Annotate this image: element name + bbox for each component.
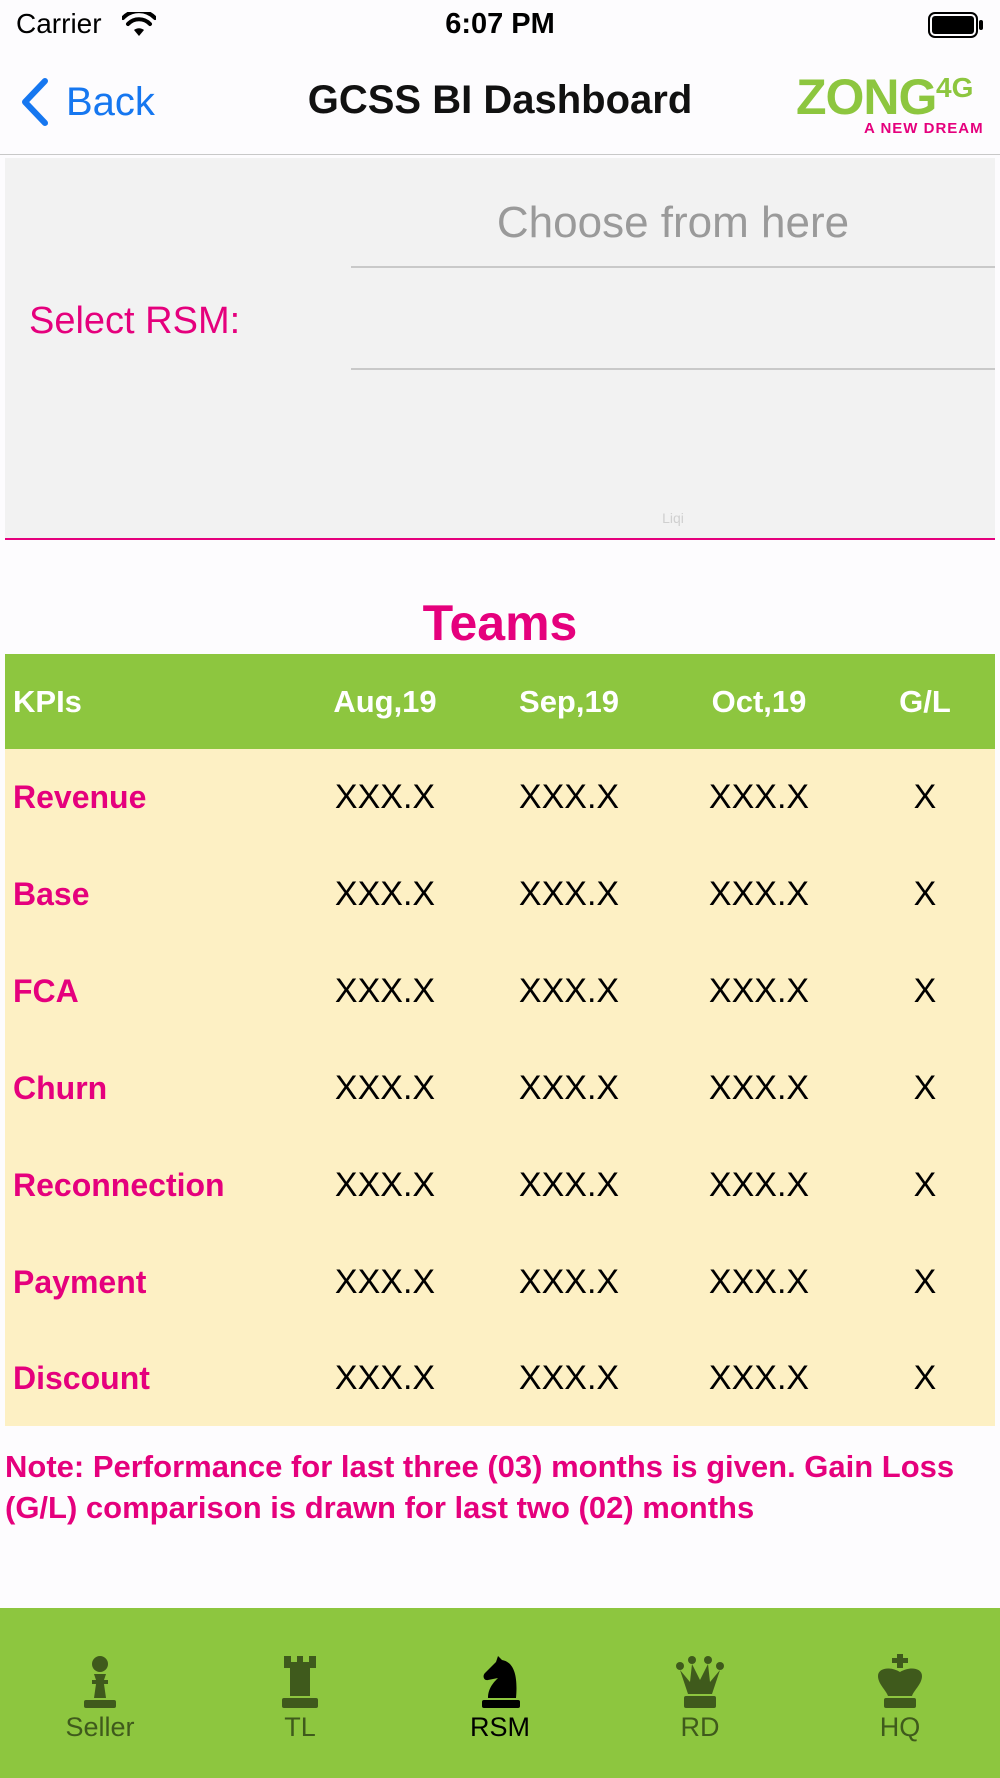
kpi-value-oct: XXX.X	[663, 1040, 855, 1137]
kpi-value-aug: XXX.X	[295, 1331, 475, 1426]
back-label: Back	[66, 79, 155, 124]
table-row	[5, 1331, 995, 1426]
kpi-value-oct: XXX.X	[663, 1137, 855, 1234]
table-header-row	[5, 654, 995, 749]
kpi-value-aug: XXX.X	[295, 1040, 475, 1137]
kpi-value-aug: XXX.X	[295, 846, 475, 943]
tab-hq[interactable]	[800, 1608, 1000, 1778]
chess-queen-icon	[674, 1654, 726, 1710]
kpi-value-sep: XXX.X	[475, 1137, 663, 1234]
kpi-value-sep: XXX.X	[475, 1331, 663, 1426]
header-kpis: KPIs	[5, 654, 295, 749]
zong-logo	[796, 68, 984, 142]
kpi-value-gl: X	[855, 1137, 995, 1234]
table-row	[5, 943, 995, 1040]
picker-selected-option[interactable]: Choose from here	[496, 198, 850, 247]
kpi-value-gl: X	[855, 846, 995, 943]
chess-rook-icon	[274, 1654, 326, 1710]
status-bar	[0, 0, 1000, 50]
kpi-value-aug: XXX.X	[295, 943, 475, 1040]
tab-rsm[interactable]	[400, 1608, 600, 1778]
kpi-name: Payment	[5, 1234, 295, 1331]
kpi-value-oct: XXX.X	[663, 943, 855, 1040]
table-row	[5, 1137, 995, 1234]
page-title: GCSS BI Dashboard	[307, 78, 693, 122]
carrier-label: Carrier	[16, 8, 102, 39]
tab-label: HQ	[879, 1712, 921, 1742]
kpi-value-gl: X	[855, 749, 995, 846]
kpi-name: Discount	[5, 1331, 295, 1426]
picker-faded-option[interactable]: Liqi	[662, 510, 684, 526]
kpi-name: Revenue	[5, 749, 295, 846]
select-rsm-label: Select RSM:	[29, 300, 241, 342]
navigation-bar	[0, 58, 1000, 155]
rsm-picker[interactable]	[351, 158, 995, 536]
section-heading: Teams	[422, 595, 578, 651]
chess-knight-icon	[474, 1654, 526, 1710]
status-time: 6:07 PM	[445, 8, 555, 40]
header-aug: Aug,19	[295, 654, 475, 749]
performance-note: Note: Performance for last three (03) months is given. Gain Loss (G/L) comparison is drawn for last two (02) months	[5, 1449, 955, 1525]
logo-wordmark: ZONG	[796, 69, 937, 125]
header-oct: Oct,19	[663, 654, 855, 749]
kpi-name: Reconnection	[5, 1137, 295, 1234]
kpi-name: FCA	[5, 943, 295, 1040]
logo-tagline: A NEW DREAM	[864, 120, 984, 137]
back-button[interactable]	[20, 72, 155, 132]
tab-label: RSM	[470, 1712, 530, 1742]
kpi-value-aug: XXX.X	[295, 749, 475, 846]
kpi-value-sep: XXX.X	[475, 749, 663, 846]
kpi-value-aug: XXX.X	[295, 1137, 475, 1234]
tab-seller[interactable]	[0, 1608, 200, 1778]
kpi-name: Churn	[5, 1040, 295, 1137]
kpi-value-gl: X	[855, 1040, 995, 1137]
battery-icon	[928, 12, 984, 38]
kpi-table	[5, 654, 995, 1426]
tab-rd[interactable]	[600, 1608, 800, 1778]
tab-label: TL	[284, 1712, 316, 1742]
header-sep: Sep,19	[475, 654, 663, 749]
kpi-value-sep: XXX.X	[475, 1234, 663, 1331]
table-row	[5, 1040, 995, 1137]
logo-badge: 4G	[936, 72, 974, 103]
kpi-value-gl: X	[855, 943, 995, 1040]
header-gl: G/L	[855, 654, 995, 749]
kpi-name: Base	[5, 846, 295, 943]
table-row	[5, 1234, 995, 1331]
kpi-value-oct: XXX.X	[663, 749, 855, 846]
picker-divider	[351, 368, 995, 370]
kpi-value-oct: XXX.X	[663, 846, 855, 943]
rsm-picker-section	[5, 158, 995, 540]
kpi-value-gl: X	[855, 1331, 995, 1426]
chevron-left-icon	[20, 77, 50, 127]
picker-divider	[351, 266, 995, 268]
kpi-value-sep: XXX.X	[475, 1040, 663, 1137]
table-row	[5, 749, 995, 846]
kpi-value-gl: X	[855, 1234, 995, 1331]
kpi-value-sep: XXX.X	[475, 943, 663, 1040]
kpi-value-oct: XXX.X	[663, 1234, 855, 1331]
kpi-value-aug: XXX.X	[295, 1234, 475, 1331]
chess-pawn-icon	[74, 1654, 126, 1710]
tab-label: Seller	[65, 1712, 135, 1742]
table-row	[5, 846, 995, 943]
kpi-value-sep: XXX.X	[475, 846, 663, 943]
tab-bar	[0, 1608, 1000, 1778]
tab-label: RD	[680, 1712, 720, 1742]
tab-tl[interactable]	[200, 1608, 400, 1778]
kpi-value-oct: XXX.X	[663, 1331, 855, 1426]
chess-king-icon	[874, 1654, 926, 1710]
